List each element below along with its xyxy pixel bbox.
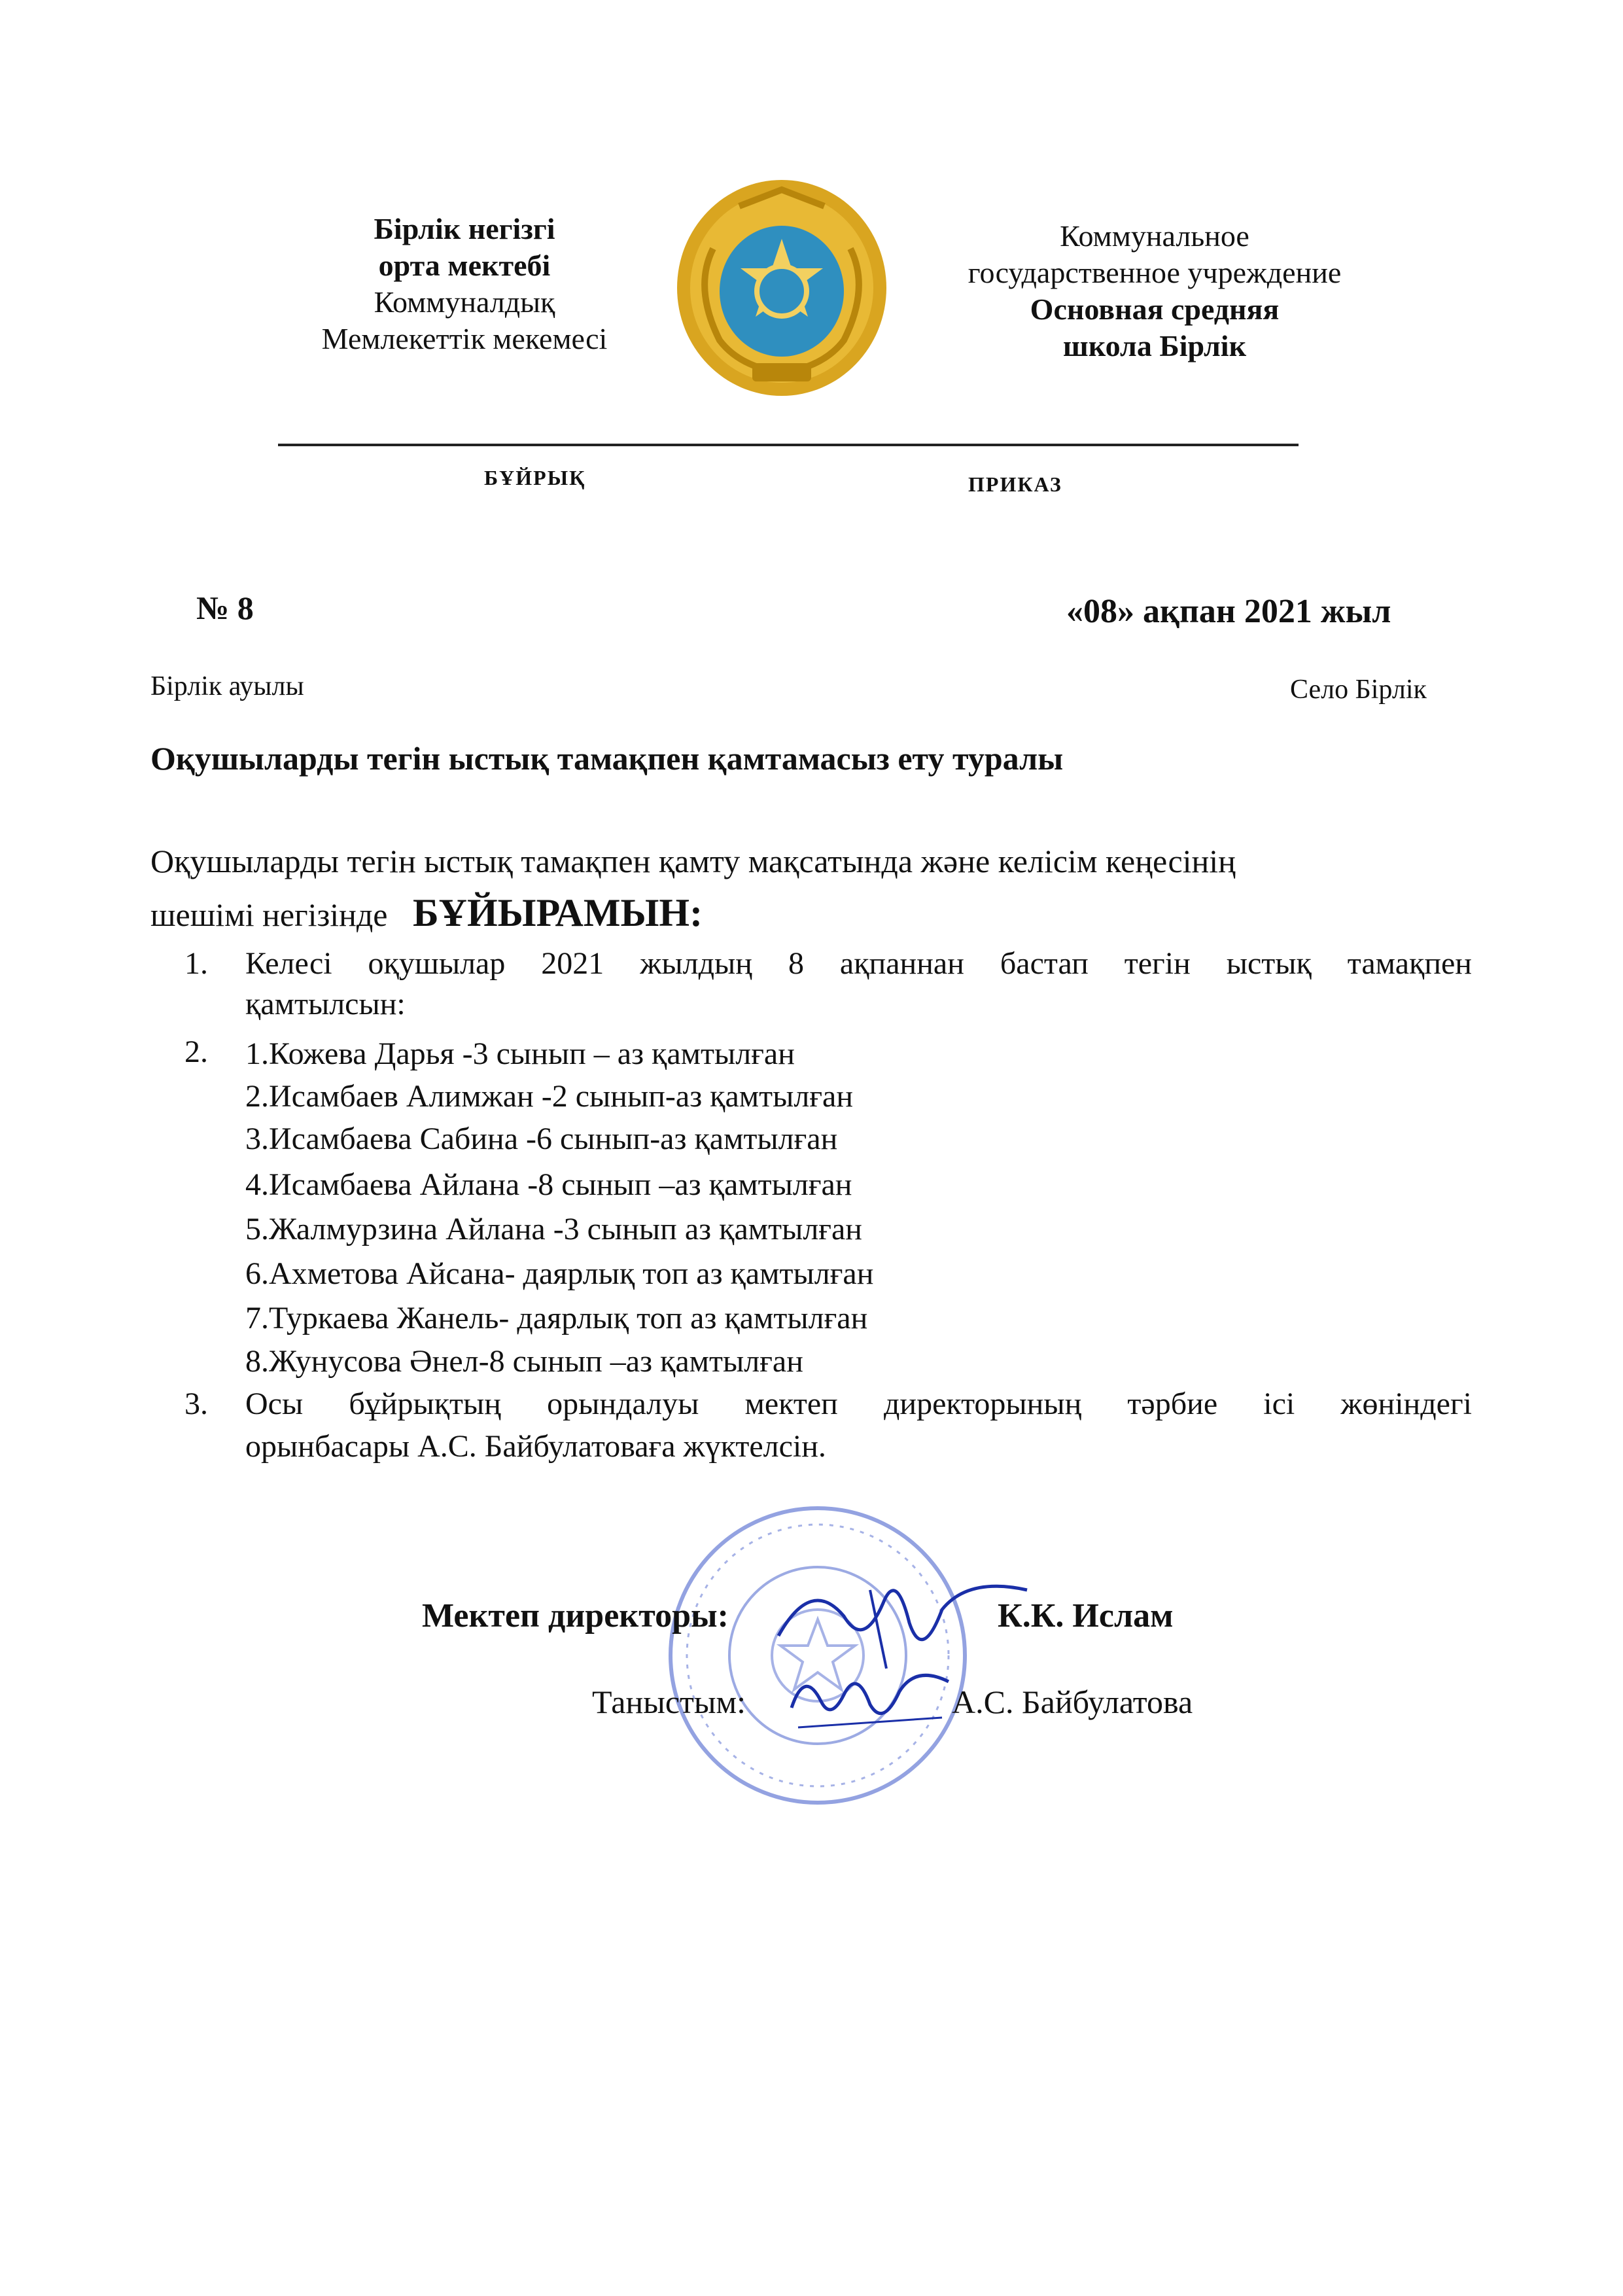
place-kz: Бірлік ауылы — [150, 671, 304, 701]
place-ru: Село Бірлік — [1290, 675, 1427, 705]
ru-org-line: Основная средняя — [1030, 292, 1280, 326]
acquaintance-signature-icon — [785, 1655, 955, 1740]
ru-org-name — [913, 218, 1397, 364]
item-text: орынбасары А.С. Байбулатоваға жүктелсін. — [245, 1429, 826, 1464]
order-number: № 8 — [196, 590, 254, 626]
ru-org-line: Коммунальное — [1060, 219, 1249, 253]
doc-type-ru: ПРИКАЗ — [968, 472, 1062, 496]
preamble-line — [150, 891, 703, 936]
student-list-item: 6.Ахметова Айсана- даярлық топ аз қамтылған — [245, 1256, 874, 1291]
item-text: Келесі оқушылар 2021 жылдың 8 ақпаннан бастап тегін ыстық тамақпен — [245, 946, 1472, 981]
student-list-item: 3.Исамбаева Сабина -6 сынып-аз қамтылған — [245, 1122, 838, 1156]
doc-type-kz: БҰЙРЫҚ — [484, 466, 586, 489]
preamble-line: Оқушыларды тегін ыстық тамақпен қамту мақсатында және келісім кеңесінің — [150, 843, 1236, 879]
director-name: К.К. Ислам — [998, 1597, 1174, 1634]
item-number: 3. — [184, 1386, 208, 1421]
student-list-item: 4.Исамбаева Айлана -8 сынып –аз қамтылған — [245, 1167, 852, 1202]
preamble-basis: шешімі негізінде — [150, 896, 388, 933]
kazakhstan-emblem-icon — [674, 177, 890, 399]
item-number: 1. — [184, 946, 208, 981]
item-text: Осы бұйрықтың орындалуы мектеп директорының тәрбие ісі жөніндегі — [245, 1386, 1472, 1421]
director-label: Мектеп директоры: — [422, 1597, 729, 1634]
kz-org-line: Коммуналдық — [374, 285, 555, 319]
kz-org-line: Мемлекеттік мекемесі — [321, 322, 608, 355]
student-list-item: 5.Жалмурзина Айлана -3 сынып аз қамтылған — [245, 1212, 862, 1246]
ru-org-line: государственное учреждение — [968, 256, 1342, 289]
student-list-item: 7.Туркаева Жанель- даярлық топ аз қамтылған — [245, 1301, 868, 1335]
kz-org-line: Бірлік негізгі — [374, 212, 555, 245]
student-list-item: 8.Жунусова Әнел-8 сынып –аз қамтылған — [245, 1344, 803, 1379]
header-divider — [278, 444, 1299, 446]
student-list-item: 1.Кожева Дарья -3 сынып – аз қамтылған — [245, 1036, 795, 1071]
order-title: Оқушыларды тегін ыстық тамақпен қамтамасыз ету туралы — [150, 740, 1064, 777]
order-word: БҰЙЫРАМЫН: — [413, 891, 703, 934]
acquaintance-label: Таныстым: — [592, 1684, 746, 1720]
ru-org-line: школа Бірлік — [1062, 329, 1247, 362]
acquaintance-name: А.С. Байбулатова — [952, 1684, 1193, 1720]
item-text: қамтылсын: — [245, 987, 406, 1021]
item-number: 2. — [184, 1034, 208, 1069]
student-list-item: 2.Исамбаев Алимжан -2 сынып-аз қамтылған — [245, 1079, 854, 1114]
order-date: «08» ақпан 2021 жыл — [1066, 593, 1391, 630]
kz-org-name — [281, 211, 648, 357]
kz-org-line: орта мектебі — [378, 249, 551, 282]
